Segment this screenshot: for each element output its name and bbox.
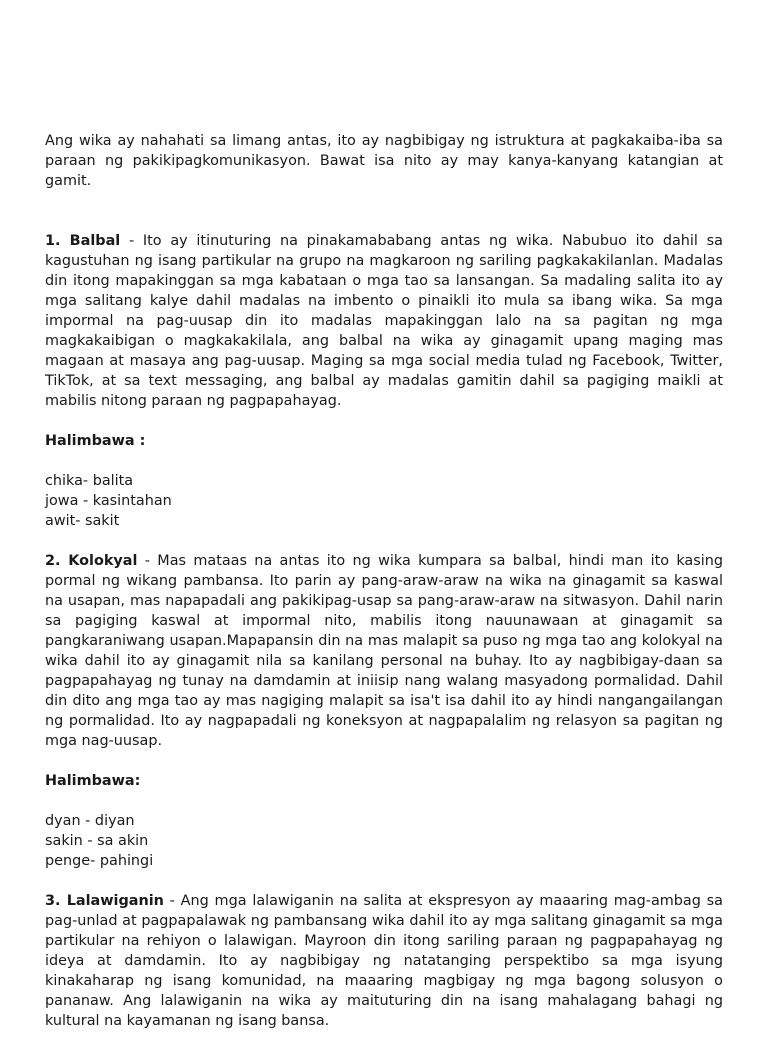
section-body: Ito ay itinuturing na pinakamababang antas ng wika. Nabubuo ito dahil sa kagustuhan ng isang partikular na grupo na magkaroon ng sariling pagkakakilanlan. Madalas din itong mapakinggan sa mga kabataan o mga tao sa lansangan. Sa madaling salita ito ay mga salitang kalye dahil madalas na imbento o pinaikli ito mula sa ibang wika. Sa mga impormal na pag-uusap din ito madalas mapakinggan lalo na sa pagitan ng mga magkakaibigan o magkakakilala, ang balbal na wika ay ginagamit upang maging mas magaan at masaya ang pag-uusap. Maging sa mga social media tulad ng Facebook, Twitter, TikTok, at sa text messaging, ang balbal ay madalas gamitin dahil sa pagiging maikli at mabilis nitong paraan ng pagpapahayag. [45,233,723,409]
section-lalawiganin [45,891,723,1031]
section-dash: - [120,233,143,249]
example-item: sakin - sa akin [45,833,149,849]
example-item: jowa - kasintahan [45,493,172,509]
example-list [45,811,723,871]
section-title: 3. Lalawiganin [45,893,164,909]
section-dash: - [137,553,158,569]
section-title: 1. Balbal [45,233,121,249]
section-body: Ang mga lalawiganin na salita at ekspresyon ay maaaring mag-ambag sa pag-unlad at pagpapalawak ng pambansang wika dahil ito ay mga salitang ginagamit sa mga partikular na rehiyon o lalawigan. Mayroon din itong sariling paraan ng pagpapahayag ng ideya at damdamin. Ito ay nagbibigay ng natatanging perspektibo sa mga isyung kinakaharap ng isang komunidad, na maaaring magbigay ng mga bagong solusyon o pananaw. Ang lalawiganin na wika ay maituturing din na isang mahalagang bahagi ng kultural na kayamanan ng isang bansa. [45,893,723,1029]
intro-paragraph: Ang wika ay nahahati sa limang antas, ito ay nagbibigay ng istruktura at pagkakaiba-iba sa paraan ng pakikipagkomunikasyon. Bawat isa nito ay may kanya-kanyang katangian at gamit. [45,133,723,189]
section-balbal [45,231,723,411]
example-item: dyan - diyan [45,813,135,829]
example-list [45,471,723,531]
example-item: awit- sakit [45,513,120,529]
section-dash: - [163,893,181,909]
example-item: chika- balita [45,473,134,489]
document-page [45,131,723,1051]
section-title: 2. Kolokyal [45,553,138,569]
section-kolokyal [45,551,723,751]
example-heading: Halimbawa: [45,773,141,789]
example-heading: Halimbawa : [45,433,146,449]
example-item: penge- pahingi [45,853,154,869]
section-body: Mas mataas na antas ito ng wika kumpara sa balbal, hindi man ito kasing pormal ng wikang pambansa. Ito parin ay pang-araw-araw na wika na ginagamit sa kaswal na usapan, mas napapadali ang pakikipag-usap sa pang-araw-araw na sitwasyon. Dahil narin sa pagiging kaswal at impormal nito, mabilis itong nauunawaan at ginagamit sa pangkaraniwang usapan.Mapapansin din na mas malapit sa puso ng mga tao ang kolokyal na wika dahil ito ay ginagamit nila sa kanilang personal na buhay. Ito ay nagbibigay-daan sa pagpapahayag ng tunay na damdamin at iniisip nang walang masyadong pormalidad. Dahil din dito ang mga tao ay mas nagiging malapit sa isa't isa dahil ito ay hindi nangangailangan ng pormalidad. Ito ay nagpapadali ng koneksyon at nagpapalalim ng relasyon sa pagitan ng mga nag-uusap. [45,553,723,749]
